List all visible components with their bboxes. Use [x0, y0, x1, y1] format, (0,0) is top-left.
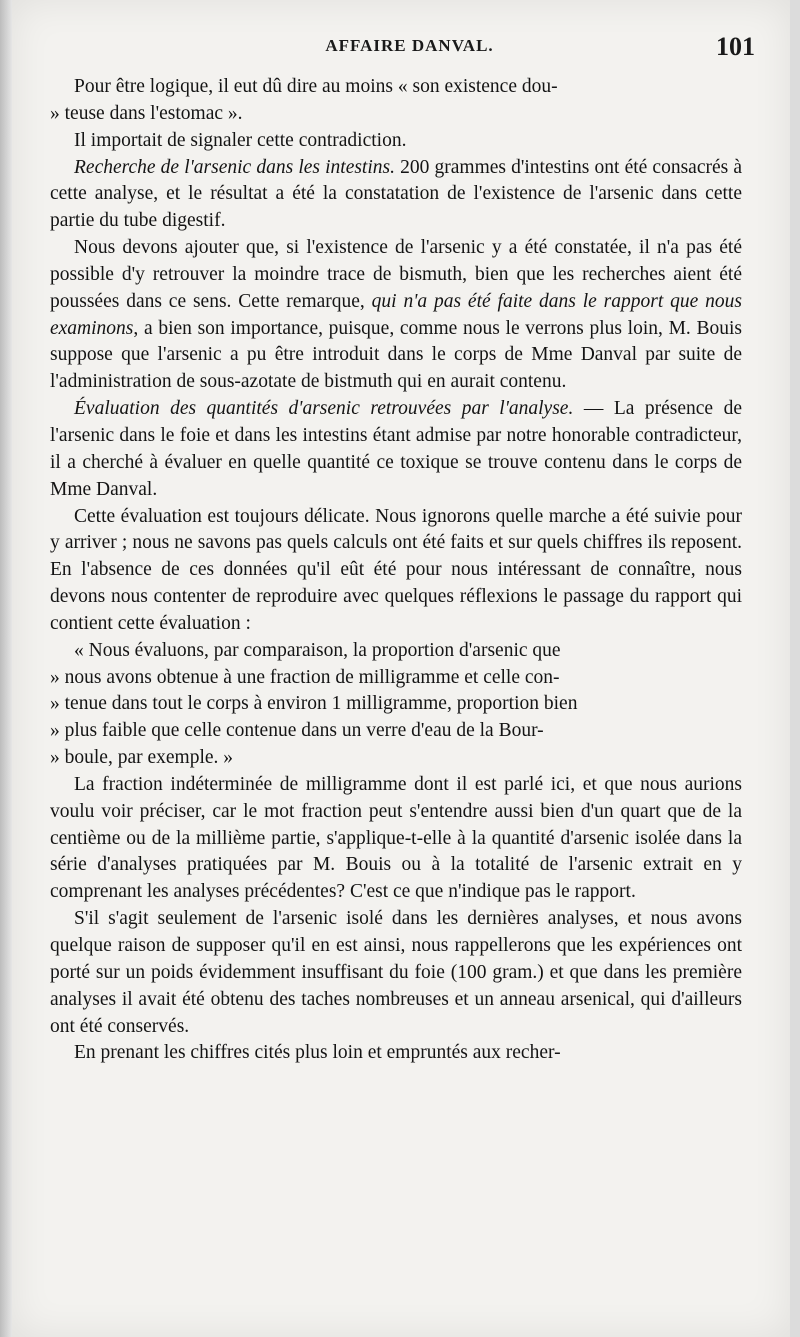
quote-line-1: « Nous évaluons, par comparaison, la proportion d'arsenic que [74, 639, 561, 661]
quote-line-5: » boule, par exemple. » [50, 747, 234, 769]
paragraph-6: Cette évaluation est toujours délicate. Nous ignorons quelle marche a été suivie pour y arriver ; nous ne savons pas quels calculs ont été faits et sur quels chiffres ils reposent. En l'absence de ces données qu'il eût été pour nous intéressant de connaître, nous devons nous contenter de reproduire avec quelques réflexions le passage du rapport qui contient cette évaluation : [50, 505, 742, 634]
paragraph-7: La fraction indéterminée de milligramme dont il est parlé ici, et que nous aurions voulu voir préciser, car le mot fraction peut s'entendre aussi bien d'un quart que de la centième ou de la millième partie, s'applique-t-elle à la quantité d'arsenic isolée dans la série d'analyses pratiquées par M. Bouis ou à la totalité de l'arsenic extrait en y comprenant les analyses précédentes? C'est ce que n'indique pas le rapport. [50, 773, 742, 903]
paragraph-5 [50, 396, 742, 503]
paragraph-9: En prenant les chiffres cités plus loin et empruntés aux recher- [74, 1042, 561, 1064]
running-title: AFFAIRE DANVAL. [325, 36, 494, 55]
paragraph-1-line-1: Pour être logique, il eut dû dire au moins « son existence dou- [74, 76, 558, 97]
quote-line-2: » nous avons obtenue à une fraction de milligramme et celle con- [50, 666, 560, 688]
quote-line-3: » tenue dans tout le corps à environ 1 milligramme, proportion bien [50, 693, 578, 715]
paragraph-8: S'il s'agit seulement de l'arsenic isolé dans les dernières analyses, et nous avons quelque raison de supposer qu'il en est ainsi, nous rappellerons que les expériences ont porté sur un poids évidemment insuffisant du foie (100 gram.) et que dans les première analyses il avait été obtenu des taches nombreuses et un anneau arsenical, qui d'ailleurs ont été conservés. [50, 908, 742, 1037]
paragraph-4-after: , a bien son importance, puisque, comme nous le verrons plus loin, M. Bouis suppose que l'arsenic a pu être introduit dans le corps de Mme Danval par suite de l'administration de sous-azotate de bistmuth qui en aurait contenu. [50, 317, 742, 393]
page-number: 101 [716, 32, 755, 61]
section-heading-evaluation: Évaluation des quantités d'arsenic retrouvées par l'analyse. [74, 398, 574, 420]
paragraph-3 [50, 155, 742, 236]
running-head [62, 32, 757, 62]
paragraph-2: Il importait de signaler cette contradiction. [74, 129, 407, 151]
paragraph-4-emphasis: qui n'a pas été faite dans le rapport que nous examinons [50, 290, 742, 339]
paragraph-1 [50, 74, 742, 128]
report-quotation [50, 638, 742, 772]
paragraph-1-line-2: » teuse dans l'estomac ». [50, 102, 243, 124]
paragraph-4 [50, 235, 742, 396]
body-text [50, 74, 742, 1067]
paragraph-5-text: — La présence de l'arsenic dans le foie et dans les intestins étant admise par notre honorable contradicteur, il a cherché à évaluer en quelle quantité ce toxique se trouve contenu dans le corps de Mme Danval. [50, 398, 742, 500]
section-heading-intestins: Recherche de l'arsenic dans les intestins. [74, 156, 395, 178]
page-binding-edge [0, 0, 12, 1337]
paragraph-4-before: Nous devons ajouter que, si l'existence de l'arsenic y a été constatée, il n'a pas été possible d'y retrouver la moindre trace de bismuth, bien que les recherches aient été poussées dans ce sens. Cette remarque, [50, 237, 742, 312]
quote-line-4: » plus faible que celle contenue dans un verre d'eau de la Bour- [50, 720, 544, 742]
paragraph-3-text: 200 grammes d'intestins ont été consacrés à cette analyse, et le résultat a été la constatation de l'existence de l'arsenic dans cette partie du tube digestif. [50, 156, 743, 232]
